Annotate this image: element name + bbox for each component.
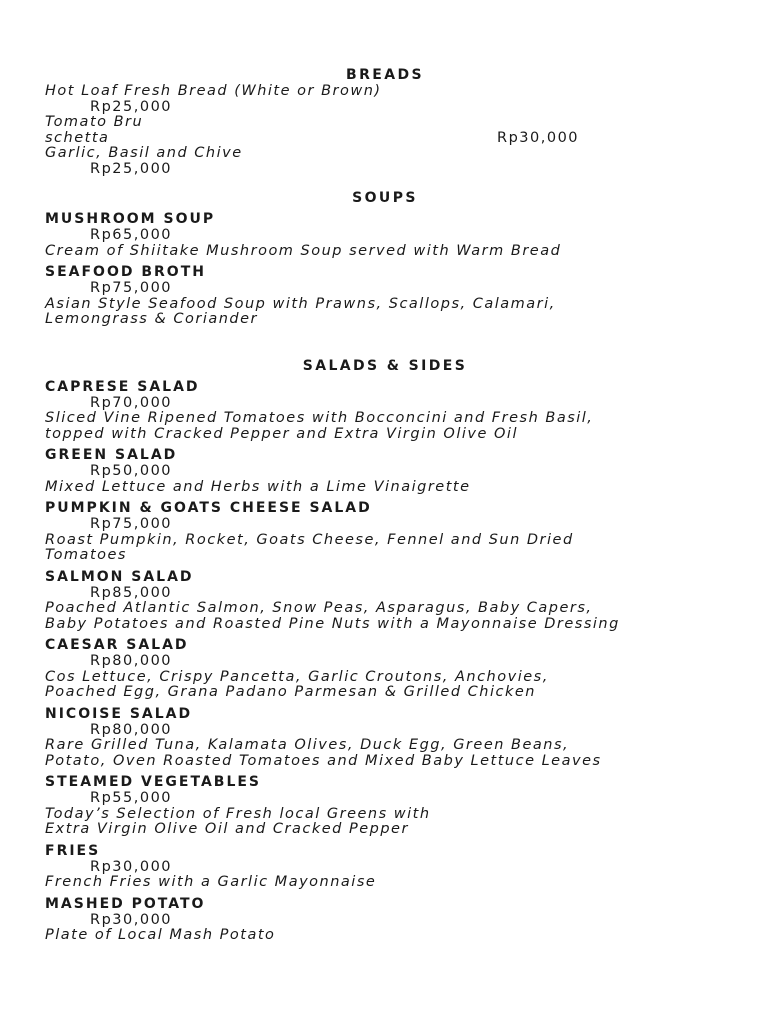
item-price: Rp50,000 — [90, 463, 173, 479]
item-description: Lemongrass & Coriander — [45, 311, 259, 327]
breads-heading: BREADS — [346, 67, 424, 83]
item-description: French Fries with a Garlic Mayonnaise — [45, 874, 377, 890]
item-price: Rp65,000 — [90, 227, 173, 243]
bread-item-bruschetta-row — [45, 131, 725, 147]
item-price: Rp30,000 — [90, 911, 173, 928]
item-description: Poached Atlantic Salmon, Snow Peas, Asparagus, Baby Capers, — [45, 600, 593, 616]
item-name: STEAMED VEGETABLES — [45, 774, 262, 790]
menu-item — [45, 379, 725, 443]
bread-item-hot-loaf: Hot Loaf Fresh Bread (White or Brown) — [45, 83, 382, 99]
item-name: SALMON SALAD — [45, 568, 194, 585]
item-description: Potato, Oven Roasted Tomatoes and Mixed Baby Lettuce Leaves — [45, 752, 602, 769]
menu-item — [45, 500, 725, 564]
item-name: GREEN SALAD — [45, 447, 178, 463]
bread-item-bruschetta-part1: Tomato Bru — [45, 114, 144, 130]
menu-item — [45, 843, 725, 891]
item-description: Roast Pumpkin, Rocket, Goats Cheese, Fennel and Sun Dried — [45, 531, 574, 548]
item-name: MASHED POTATO — [45, 895, 206, 912]
bread-price-hot-loaf: Rp25,000 — [90, 98, 173, 115]
item-price: Rp80,000 — [90, 721, 173, 738]
item-price: Rp75,000 — [90, 280, 173, 296]
salads-heading: SALADS & SIDES — [302, 357, 468, 374]
item-price: Rp55,000 — [90, 790, 173, 806]
menu-item — [45, 211, 725, 259]
soups-heading: SOUPS — [352, 190, 418, 206]
bread-item-garlic: Garlic, Basil and Chive — [45, 145, 243, 161]
item-name: SEAFOOD BROTH — [45, 264, 206, 280]
bread-price-garlic: Rp25,000 — [90, 160, 173, 177]
item-description: Cream of Shiitake Mushroom Soup served with Warm Bread — [45, 242, 562, 259]
item-name: PUMPKIN & GOATS CHEESE SALAD — [45, 500, 372, 516]
item-price: Rp70,000 — [90, 394, 173, 411]
item-price: Rp85,000 — [90, 584, 173, 601]
item-description: Mixed Lettuce and Herbs with a Lime Vinaigrette — [45, 478, 471, 495]
item-description: topped with Cracked Pepper and Extra Virgin Olive Oil — [45, 425, 518, 442]
item-name: MUSHROOM SOUP — [45, 211, 216, 227]
item-description: Sliced Vine Ripened Tomatoes with Bocconcini and Fresh Basil, — [45, 410, 594, 426]
item-description: Asian Style Seafood Soup with Prawns, Scallops, Calamari, — [45, 295, 556, 312]
item-description: Poached Egg, Grana Padano Parmesan & Grilled Chicken — [45, 684, 536, 700]
menu-item — [45, 569, 725, 633]
item-description: Rare Grilled Tuna, Kalamata Olives, Duck Egg, Green Beans, — [45, 737, 570, 753]
item-description: Extra Virgin Olive Oil and Cracked Pepper — [45, 821, 409, 837]
menu-page — [45, 66, 725, 944]
item-description: Tomatoes — [45, 547, 127, 563]
soups-section — [45, 189, 725, 328]
menu-item — [45, 447, 725, 495]
item-name: NICOISE SALAD — [45, 705, 193, 722]
item-description: Cos Lettuce, Crispy Pancetta, Garlic Croutons, Anchovies, — [45, 668, 549, 685]
item-price: Rp75,000 — [90, 516, 173, 532]
item-name: FRIES — [45, 842, 101, 859]
bread-item-bruschetta-part2: schetta — [45, 129, 110, 146]
item-description: Baby Potatoes and Roasted Pine Nuts with a Mayonnaise Dressing — [45, 615, 620, 632]
breads-section — [45, 66, 725, 177]
item-price: Rp30,000 — [90, 858, 173, 875]
item-description: Today’s Selection of Fresh local Greens with — [45, 805, 431, 822]
salads-section — [45, 357, 725, 944]
item-price: Rp80,000 — [90, 653, 173, 669]
menu-item — [45, 706, 725, 770]
item-description: Plate of Local Mash Potato — [45, 927, 276, 943]
menu-item — [45, 264, 725, 328]
item-name: CAESAR SALAD — [45, 637, 189, 653]
item-name: CAPRESE SALAD — [45, 378, 200, 395]
menu-item — [45, 637, 725, 701]
bread-price-bruschetta: Rp30,000 — [497, 129, 580, 146]
menu-item — [45, 774, 725, 838]
menu-item — [45, 896, 725, 944]
